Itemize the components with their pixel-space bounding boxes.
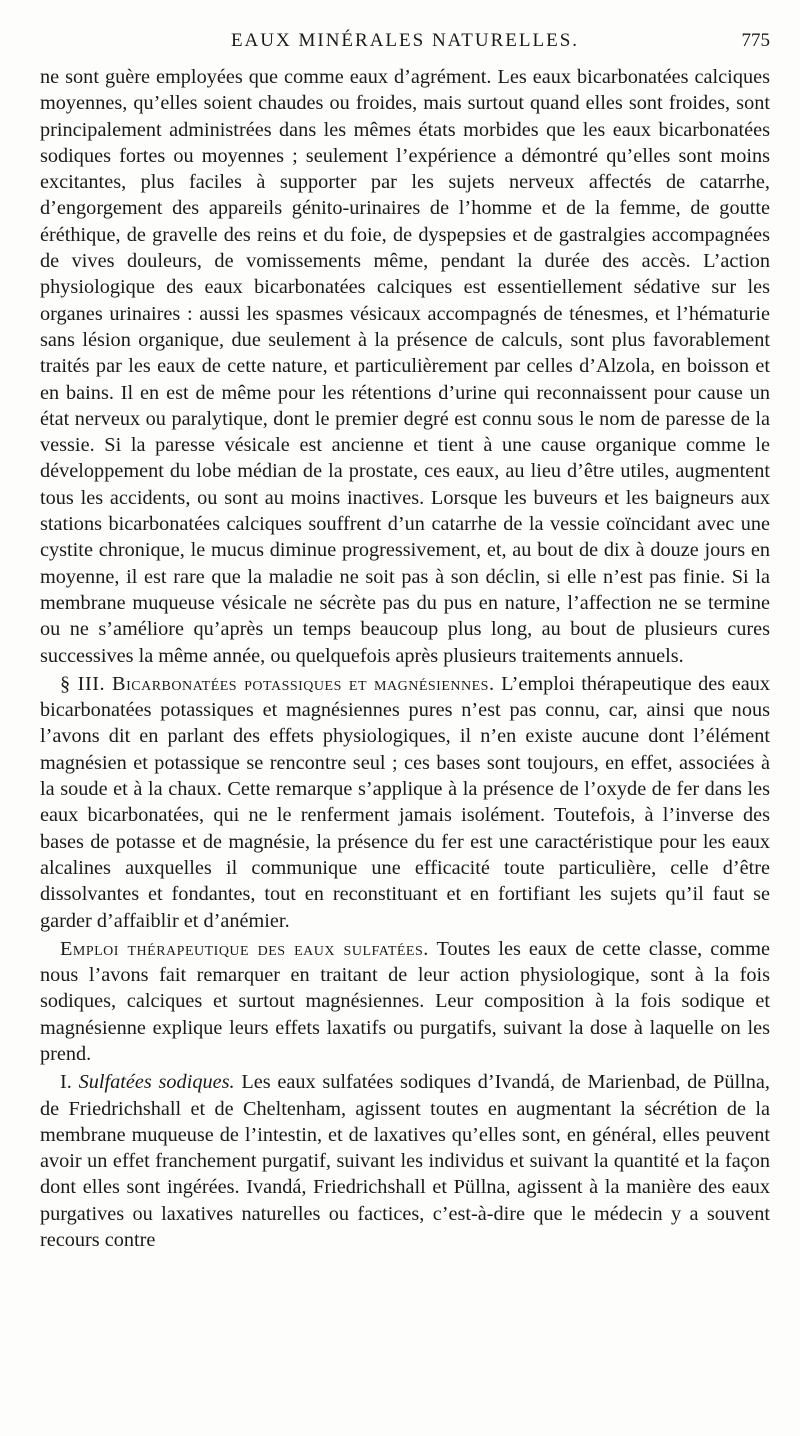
page-header: [40, 30, 770, 56]
section-number: I.: [60, 1071, 79, 1094]
subsection-heading: Sulfatées sodiques.: [78, 1071, 235, 1094]
body-text: [40, 64, 770, 1253]
paragraph-sulfatees-sodiques: [40, 1069, 770, 1253]
running-title: EAUX MINÉRALES NATURELLES.: [230, 30, 580, 51]
section-heading: Emploi thérapeutique des eaux sulfatées.: [60, 937, 429, 960]
paragraph-sulfatees: [40, 936, 770, 1067]
section-heading: § III. Bicarbonatées potassiques et magnésiennes.: [60, 672, 495, 695]
page-number: 775: [741, 30, 770, 51]
paragraph-section-iii: [40, 671, 770, 934]
paragraph-text: Toutes les eaux de cette classe, comme nous l’avons fait remarquer en traitant de leur action physiologique, sont à la fois sodiques, calciques et surtout magnésiennes. Leur composition à la fois sodique et magnésienne explique leurs effets laxatifs ou purgatifs, suivant la dose à laquelle on les prend.: [40, 937, 770, 1065]
paragraph-calcic-continuation: ne sont guère employées que comme eaux d’agrément. Les eaux bicarbonatées calciques moyennes, qu’elles soient chaudes ou froides, mais surtout quand elles sont froides, sont principalement administrées dans les mêmes états morbides que les eaux bicarbonatées sodiques fortes ou moyennes ; seulement l’expérience a démontré qu’elles sont moins excitantes, plus faciles à supporter par les sujets nerveux affectés de catarrhe, d’engorgement des appareils génito-urinaires de l’homme et de la femme, de goutte éréthique, de gravelle des reins et du foie, de dyspepsies et de gastralgies accompagnées de vives douleurs, de vomissements même, pendant la durée des accès. L’action physiologique des eaux bicarbonatées calciques est essentiellement sédative sur les organes urinaires : aussi les spasmes vésicaux accompagnés de ténesmes, et l’hématurie sans lésion organique, due seulement à la présence de calculs, sont plus favorablement traités par les eaux de cette nature, et particulièrement par celles d’Alzola, en boisson et en bains. Il en est de même pour les rétentions d’urine qui reconnaissent pour cause un état nerveux ou paralytique, dont le premier degré est connu sous le nom de paresse de la vessie. Si la paresse vésicale est ancienne et tient à une cause organique comme le développement du lobe médian de la prostate, ces eaux, au lieu d’être utiles, augmentent tous les accidents, ou sont au moins inactives. Lorsque les buveurs et les baigneurs aux stations bicarbonatées calciques souffrent d’un catarrhe de la vessie coïncidant avec une cystite chronique, le mucus diminue progressivement, et, au bout de dix à douze jours en moyenne, il est rare que la maladie ne soit pas à son déclin, si elle n’est pas finie. Si la membrane muqueuse vésicale ne sécrète pas du pus en nature, l’affection ne se termine ou ne s’améliore qu’après un temps beaucoup plus long, au bout de plusieurs cures successives la même année, ou quelquefois après plusieurs traitements annuels.: [40, 66, 770, 667]
paragraph-text: Les eaux sulfatées sodiques d’Ivandá, de Marienbad, de Püllna, de Friedrichshall et de Cheltenham, agissent toutes en augmentant la sécrétion de la membrane muqueuse de l’intestin, et de laxatives qu’elles sont, en général, elles peuvent avoir un effet franchement purgatif, suivant les individus et suivant la quantité et la façon dont elles sont ingérées. Ivandá, Friedrichshall et Püllna, agissent à la manière des eaux purgatives ou laxatives naturelles ou factices, c’est-à-dire que le médecin y a souvent recours contre: [40, 1071, 770, 1252]
paragraph-text: L’emploi thérapeutique des eaux bicarbonatées potassiques et magnésiennes pures n’est pas connu, car, ainsi que nous l’avons dit en parlant des effets physiologiques, il n’en existe aucune dont l’élément magnésien et potassique se rencontre seul ; ces bases sont toujours, en effet, associées à la soude et à la chaux. Cette remarque s’applique à la présence de l’oxyde de fer dans les eaux bicarbonatées, qui ne le renferment jamais isolément. Toutefois, à l’inverse des bases de potasse et de magnésie, la présence du fer est une caractéristique pour les eaux alcalines auxquelles il communique une efficacité toute particulière, celle d’être dissolvantes et fondantes, tout en reconstituant et en fortifiant les sujets qu’il faut se garder d’affaiblir et d’anémier.: [40, 672, 771, 932]
